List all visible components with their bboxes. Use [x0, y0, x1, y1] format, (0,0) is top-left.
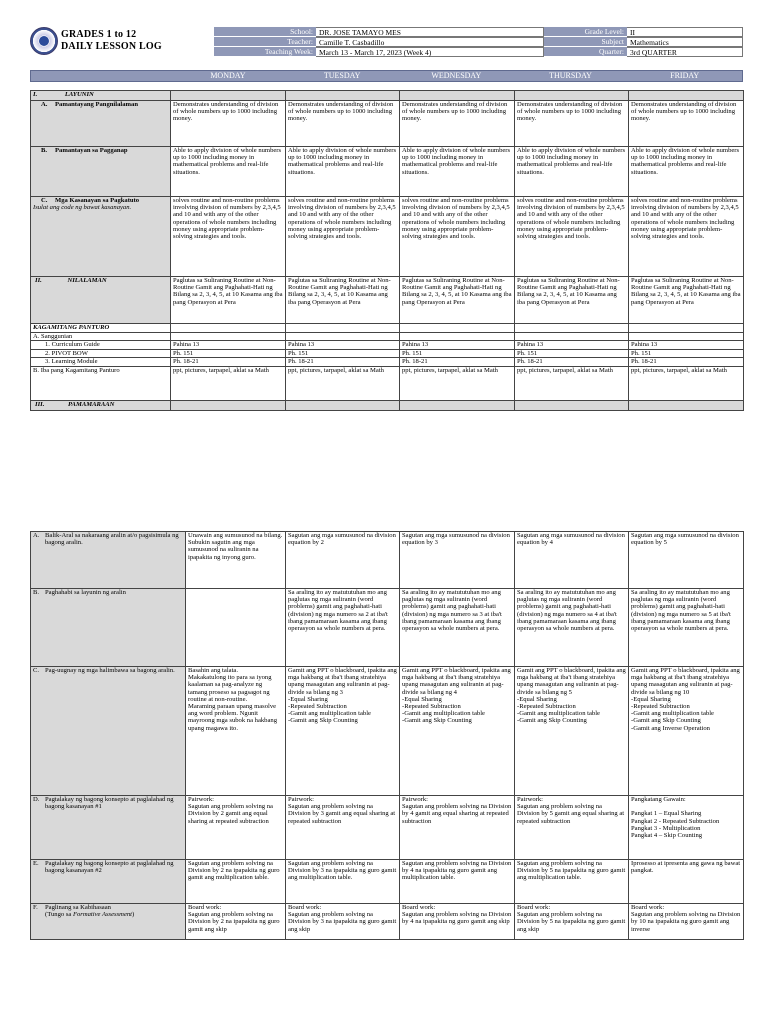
cell [186, 589, 286, 667]
kasanayan-note: Isulat ang code ng bawat kasanayan. [33, 204, 132, 212]
week-value: March 13 - March 17, 2023 (Week 4) [316, 47, 544, 57]
cell: Unawain ang sumusunod na bilang. Subukin sagutin ang mga sumusunod na suliranin na ipapakita ng inyong guro. [186, 532, 286, 589]
cell: Sa araling ito ay matututuhan mo ang paglutas ng mga suliranin (word problems) gamit ang paghahati-hati (division) ng mga numero sa 5 at iba't ibang pamamaraan kasama ang ibang operasyon sa whole numbers at pera. [629, 589, 744, 667]
row-a-label: A. Pamantayang Pangnilalaman [31, 101, 171, 147]
cell: Paglutas sa Suliraning Routine at Non-Routine Gamit ang Paghahati-Hati ng Bilang sa 2, 3, 4, 5, at 10 Kasama ang iba pang Operasyon at Pera [400, 277, 515, 324]
row-curriculum-guide [31, 341, 744, 350]
cell: Ph. 18-21 [171, 358, 286, 366]
grade-label: Grade Level: [544, 27, 627, 37]
cell: Sagutan ang mga sumusunod na division equation by 2 [286, 532, 400, 589]
row-pag-uugnay [31, 667, 744, 796]
cell: Able to apply division of whole numbers up to 1000 including money in mathematical problems and real-life situations. [515, 147, 629, 197]
cell: Paglutas sa Suliraning Routine at Non-Routine Gamit ang Paghahati-Hati ng Bilang sa 2, 3, 4, 5, at 10 Kasama ang iba pang Operasyon at Pera [286, 277, 400, 324]
cell: Basahin ang talata. Makakatulong ito para sa iyong kaalaman sa pag-analyze ng tamang proseso sa pagsagot ng routine at non-routine. Maraming paraan upang masolve ang word problem. Ngunit mayroong mga subok na hakbang upang magawa ito. [186, 667, 286, 796]
cell: Paglutas sa Suliraning Routine at Non-Routine Gamit ang Paghahati-Hati ng Bilang sa 2, 3, 4, 5, at 10 Kasama ang iba pang Operasyon at Pera [171, 277, 286, 324]
cell: Pairwork: Sagutan ang problem solving na Division by 2 gamit ang equal sharing at repeated subtraction [186, 796, 286, 860]
row-b2-label: B. Paghahabi sa layunin ng aralin [31, 589, 186, 667]
cell: Sagutan ang problem solving na Division by 3 na ipapakita ng guro gamit ang multiplication table. [286, 860, 400, 904]
row-nilalaman [31, 277, 744, 324]
row-pagtalakay-1 [31, 796, 744, 860]
cell: solves routine and non-routine problems involving division of numbers by 2,3,4,5 and 10 and with any of the other operations of whole numbers including money using appropriate problem-solving strategies and tools. [515, 197, 629, 277]
pamamaraan-label: III. PAMAMARAAN [31, 400, 171, 410]
cell: Sagutan ang problem solving na Division by 2 na ipapakita ng guro gamit ang multiplication table. [186, 860, 286, 904]
formative-note: (Tungo sa Formative Assessment) [45, 911, 135, 919]
nilalaman-label: II. NILALAMAN [31, 277, 171, 324]
document-header [30, 27, 743, 65]
cell: Sa araling ito ay matututuhan mo ang paglutas ng mga suliranin (word problems) gamit ang paghahati-hati (division) ng mga numero sa 3 at iba't ibang pamamaraan kasama ang ibang operasyon sa whole numbers at pera. [400, 589, 515, 667]
cell: Ph. 18-21 [515, 358, 629, 366]
row-c2-label: C. Pag-uugnay ng mga halimbawa sa bagong aralin. [31, 667, 186, 796]
cell: Pahina 13 [629, 341, 744, 350]
header-info-left [214, 27, 544, 57]
row-balik-aral [31, 532, 744, 589]
row-learning-module [31, 358, 744, 366]
layunin-label: I. LAYUNIN [31, 91, 171, 101]
title-line-2: DAILY LESSON LOG [61, 41, 162, 52]
cell: Able to apply division of whole numbers up to 1000 including money in mathematical problems and real-life situations. [171, 147, 286, 197]
row-pamantayan-sa-pagganap [31, 147, 744, 197]
module-label: 3. Learning Module [31, 358, 171, 366]
cell: Sagutan ang problem solving na Division by 5 na ipapakita ng guro gamit ang multiplication table. [515, 860, 629, 904]
cell: Gamit ang PPT o blackboard, ipakita ang mga hakbang at iba't ibang stratehiya upang masagutan ang suliranin at pag-divide sa bilang ng 5 -Equal Sharing -Repeated Subtraction -Gamit ang multiplication table -Gamit ang Skip Counting [515, 667, 629, 796]
cell: solves routine and non-routine problems involving division of numbers by 2,3,4,5 and 10 and with any of the other operations of whole numbers including money using appropriate problem-solving strategies and tools. [629, 197, 744, 277]
cell: Sa araling ito ay matututuhan mo ang paglutas ng mga suliranin (word problems) gamit ang paghahati-hati (division) ng mga numero sa 2 at iba't ibang pamamaraan kasama ang ibang operasyon sa whole numbers at pera. [286, 589, 400, 667]
cell: ppt, pictures, tarpapel, aklat sa Math [286, 366, 400, 400]
cell: Pairwork: Sagutan ang problem solving na Division by 5 gamit ang equal sharing at repeated subtraction [515, 796, 629, 860]
row-d2-label: D. Pagtalakay ng bagong konsepto at paglalahad ng bagong kasanayan #1 [31, 796, 186, 860]
subject-label: Subject [544, 37, 627, 47]
cell: Iprosesso at ipresenta ang gawa ng bawat pangkat. [629, 860, 744, 904]
cell: Board work: Sagutan ang problem solving na Division by 4 na ipapakita ng guro gamit ang skip [400, 904, 515, 940]
cell: Gamit ang PPT o blackboard, ipakita ang mga hakbang at iba't ibang stratehiya upang masagutan ang suliranin at pag-divide sa bilang ng 10 -Equal Sharing -Repeated Subtraction -Gamit ang multiplication table -Gamit ang Skip Counting -Gamit ang Inverse Operation [629, 667, 744, 796]
cell: Pahina 13 [171, 341, 286, 350]
lesson-table-part1 [30, 90, 744, 411]
cell: Sagutan ang mga sumusunod na division equation by 4 [515, 532, 629, 589]
row-pivot-bow [31, 350, 744, 358]
row-paglinang [31, 904, 744, 940]
row-sanggunian [31, 333, 744, 341]
cell: ppt, pictures, tarpapel, aklat sa Math [629, 366, 744, 400]
row-e2-label: E. Pagtalakay ng bagong konsepto at paglalahad ng bagong kasanayan #2 [31, 860, 186, 904]
lesson-table-part2 [30, 531, 744, 940]
curriculum-label: 1. Curriculum Guide [31, 341, 171, 350]
quarter-value: 3rd QUARTER [627, 47, 743, 57]
row-pagtalakay-2 [31, 860, 744, 904]
cell: Paglutas sa Suliraning Routine at Non-Routine Gamit ang Paghahati-Hati ng Bilang sa 2, 3, 4, 5, at 10 Kasama ang iba pang Operasyon at Pera [515, 277, 629, 324]
pivot-label: 2. PIVOT BOW [31, 350, 171, 358]
teacher-label: Teacher: [214, 37, 316, 47]
cell: Ph. 151 [629, 350, 744, 358]
day-header-wednesday: WEDNESDAY [431, 71, 482, 80]
cell: solves routine and non-routine problems involving division of numbers by 2,3,4,5 and 10 and with any of the other operations of whole numbers including money using appropriate problem-solving strategies and tools. [171, 197, 286, 277]
cell: ppt, pictures, tarpapel, aklat sa Math [400, 366, 515, 400]
cell: Pangkatang Gawain: Pangkat 1 – Equal Sharing Pangkat 2 - Repeated Subtraction Pangkat 3 - Multiplication Pangkat 4 – Skip Counting [629, 796, 744, 860]
cell: ppt, pictures, tarpapel, aklat sa Math [515, 366, 629, 400]
row-f2-label: F. Paglinang sa Kabihasaan (Tungo sa Formative Assessment) [31, 904, 186, 940]
cell: Board work: Sagutan ang problem solving na Division by 2 na ipapakita ng guro gamit ang skip [186, 904, 286, 940]
row-kagamitang-panturo [31, 324, 744, 333]
row-pamantayang-pangnilalaman [31, 101, 744, 147]
day-header-row [30, 70, 743, 82]
school-label: School: [214, 27, 316, 37]
cell: Paglutas sa Suliraning Routine at Non-Routine Gamit ang Paghahati-Hati ng Bilang sa 2, 3, 4, 5, at 10 Kasama ang iba pang Operasyon at Pera [629, 277, 744, 324]
cell: Board work: Sagutan ang problem solving na Division by 3 na ipapakita ng guro gamit ang skip [286, 904, 400, 940]
deped-seal-icon [30, 27, 58, 55]
cell: Demonstrates understanding of division of whole numbers up to 1000 including money. [400, 101, 515, 147]
row-iba-pang-kagamitan [31, 366, 744, 400]
cell: Ph. 18-21 [400, 358, 515, 366]
cell: Ph. 151 [171, 350, 286, 358]
row-b-label: B. Pamantayan sa Pagganap [31, 147, 171, 197]
iba-label: B. Iba pang Kagamitang Panturo [31, 366, 171, 400]
teacher-value: Camille T. Casbadillo [316, 37, 544, 47]
cell: Ph. 18-21 [286, 358, 400, 366]
day-header-tuesday: TUESDAY [323, 71, 361, 80]
cell: Ph. 151 [515, 350, 629, 358]
cell: Demonstrates understanding of division of whole numbers up to 1000 including money. [286, 101, 400, 147]
cell: Able to apply division of whole numbers up to 1000 including money in mathematical problems and real-life situations. [400, 147, 515, 197]
cell: solves routine and non-routine problems involving division of numbers by 2,3,4,5 and 10 and with any of the other operations of whole numbers including money using appropriate problem-solving strategies and tools. [286, 197, 400, 277]
cell: Demonstrates understanding of division of whole numbers up to 1000 including money. [629, 101, 744, 147]
row-a2-label: A. Balik-Aral sa nakaraang aralin at/o pagsisimula ng bagong aralin. [31, 532, 186, 589]
cell: solves routine and non-routine problems involving division of numbers by 2,3,4,5 and 10 and with any of the other operations of whole numbers including money using appropriate problem-solving strategies and tools. [400, 197, 515, 277]
row-layunin [31, 91, 744, 101]
cell: Pahina 13 [515, 341, 629, 350]
header-info-right [544, 27, 743, 57]
cell: Board work: Sagutan ang problem solving na Division by 10 na ipapakita ng guro gamit ang inverse [629, 904, 744, 940]
cell: Able to apply division of whole numbers up to 1000 including money in mathematical problems and real-life situations. [286, 147, 400, 197]
day-header-monday: MONDAY [210, 71, 246, 80]
row-pamamaraan [31, 400, 744, 410]
kagamitan-label: KAGAMITANG PANTURO [31, 324, 171, 333]
cell: Sagutan ang mga sumusunod na division equation by 3 [400, 532, 515, 589]
title-line-1: GRADES 1 to 12 [61, 29, 137, 40]
row-paghahabi [31, 589, 744, 667]
quarter-label: Quarter: [544, 47, 627, 57]
cell: Sagutan ang problem solving na Division by 4 na ipapakita ng guro gamit ang multiplication table. [400, 860, 515, 904]
cell: ppt, pictures, tarpapel, aklat sa Math [171, 366, 286, 400]
subject-value: Mathematics [627, 37, 743, 47]
cell: Demonstrates understanding of division of whole numbers up to 1000 including money. [171, 101, 286, 147]
cell: Board work: Sagutan ang problem solving na Division by 5 na ipapakita ng guro gamit ang skip [515, 904, 629, 940]
row-mga-kasanayan [31, 197, 744, 277]
cell: Pahina 13 [286, 341, 400, 350]
cell: Gamit ang PPT o blackboard, ipakita ang mga hakbang at iba't ibang stratehiya upang masagutan ang suliranin at pag-divide sa bilang ng 3 -Equal Sharing -Repeated Subtraction -Gamit ang multiplication table -Gamit ang Skip Counting [286, 667, 400, 796]
cell: Sagutan ang mga sumusunod na division equation by 5 [629, 532, 744, 589]
day-header-blank [31, 71, 171, 81]
row-c-label: C. Mga Kasanayan sa Pagkatuto Isulat ang code ng bawat kasanayan. [31, 197, 171, 277]
sanggunian-label: A. Sanggunian [31, 333, 171, 341]
cell: Gamit ang PPT o blackboard, ipakita ang mga hakbang at iba't ibang stratehiya upang masagutan ang suliranin at pag-divide sa bilang ng 4 -Equal Sharing -Repeated Subtraction -Gamit ang multiplication table -Gamit ang Skip Counting [400, 667, 515, 796]
cell: Able to apply division of whole numbers up to 1000 including money in mathematical problems and real-life situations. [629, 147, 744, 197]
day-header-thursday: THURSDAY [549, 71, 592, 80]
day-header-friday: FRIDAY [670, 71, 700, 80]
school-value: DR. JOSE TAMAYO MES [316, 27, 544, 37]
cell: Pairwork: Sagutan ang problem solving na Division by 3 gamit ang equal sharing at repeated subtraction [286, 796, 400, 860]
cell: Demonstrates understanding of division of whole numbers up to 1000 including money. [515, 101, 629, 147]
grade-value: II [627, 27, 743, 37]
cell: Ph. 18-21 [629, 358, 744, 366]
cell: Ph. 151 [400, 350, 515, 358]
cell: Pahina 13 [400, 341, 515, 350]
week-label: Teaching Week: [214, 47, 316, 57]
cell: Pairwork: Sagutan ang problem solving na Division by 4 gamit ang equal sharing at repeated subtraction [400, 796, 515, 860]
cell: Ph. 151 [286, 350, 400, 358]
cell: Sa araling ito ay matututuhan mo ang paglutas ng mga suliranin (word problems) gamit ang paghahati-hati (division) ng mga numero sa 4 at iba't ibang pamamaraan kasama ang ibang operasyon sa whole numbers at pera. [515, 589, 629, 667]
